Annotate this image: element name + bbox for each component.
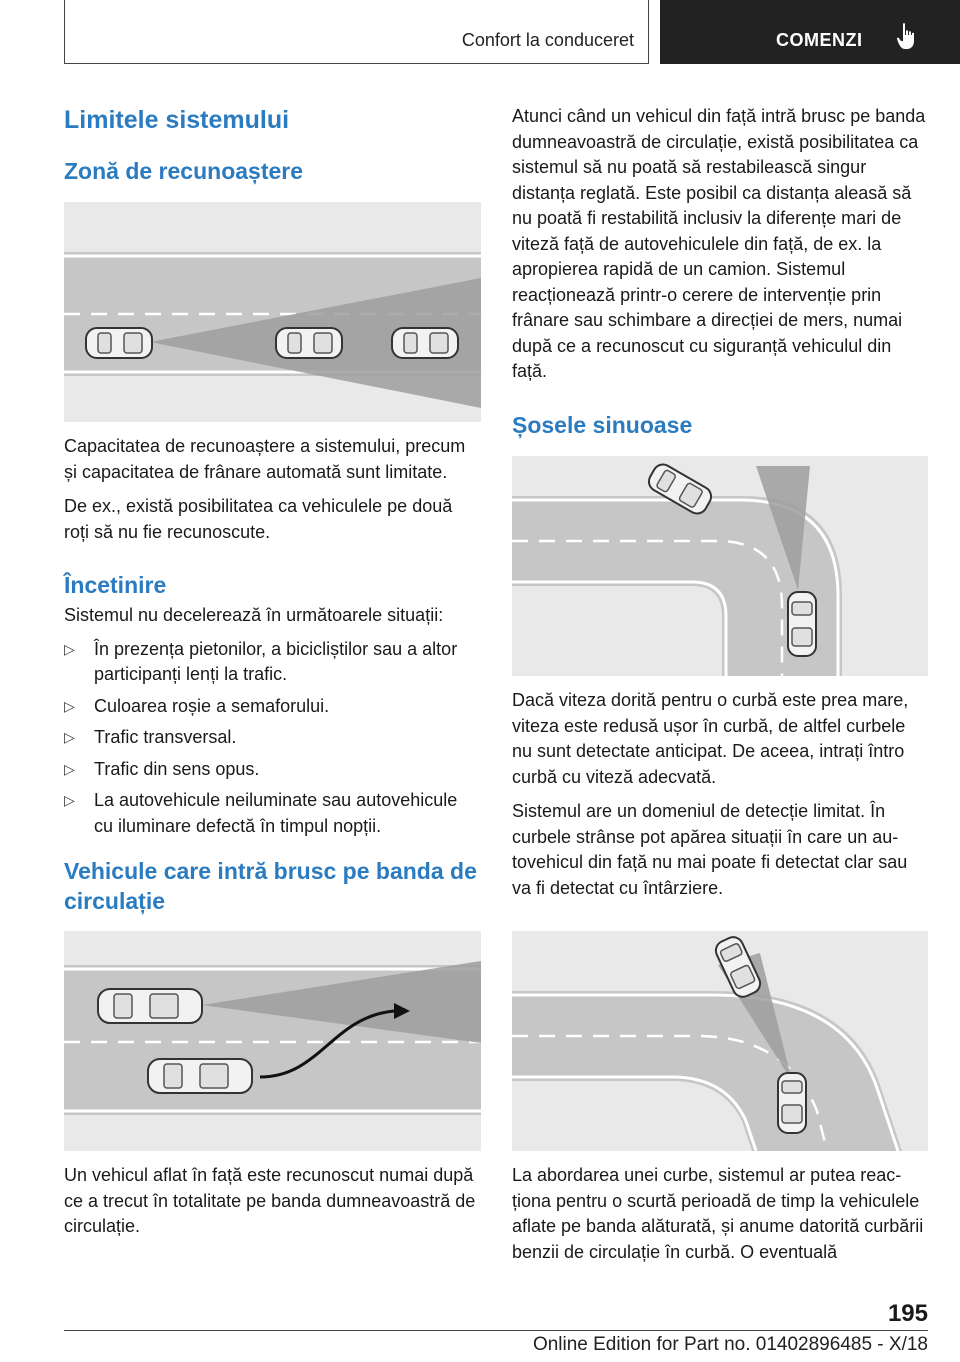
car-icon [392, 328, 458, 358]
triangle-bullet-icon: ▷ [64, 792, 75, 809]
section-title-system-limits: Limitele sistemului [64, 106, 290, 134]
paragraph-curve-speed: Dacă viteza dorită pentru o curbă este prea mare, viteza este redusă ușor în curbă, de altfel curbele nu sunt detectate anticipat. De aceea, intrați întro curbă cu viteză adecvată. [512, 690, 909, 787]
heading-winding-roads: Șosele sinuoase [512, 411, 693, 438]
car-icon [148, 1059, 252, 1093]
car-icon [86, 328, 152, 358]
left-column [64, 96, 481, 1240]
heading-deceleration: Încetinire [64, 572, 167, 599]
list-item: ▷ La autovehicule neiluminate sau autovehicule cu iluminare defectă în timpul nopții. [64, 790, 458, 836]
deceleration-situations-list [64, 637, 481, 840]
header-section-title: Confort la conduceret [461, 30, 634, 50]
paragraph-two-wheelers: De ex., există posibilitatea ca vehiculele pe două roți să nu fie recunoscute. [64, 496, 453, 542]
paragraph-deceleration-intro: Sistemul nu decelerează în următoarele situații: [64, 605, 444, 626]
car-icon [788, 592, 816, 656]
paragraph-detection-range: Sistemul are un domeniul de detecție limitat. În curbele strânse pot apărea situații în care un autovehicul din față nu mai poate fi detectat clar sau va fi detectat cu întârziere. [512, 801, 908, 898]
footer-edition-text: Online Edition for Part no. 01402896485 - X/18 [532, 1334, 928, 1355]
list-item: ▷ Culoarea roșie a semaforului. [64, 694, 481, 720]
list-item: ▷ Trafic transversal. [64, 725, 481, 751]
list-item: ▷ Trafic din sens opus. [64, 757, 481, 783]
header-chapter-tab[interactable] [660, 0, 960, 64]
heading-cut-in-vehicles: Vehicule care intră brusc pe banda de circulație [64, 858, 477, 915]
page-number: 195 [887, 1300, 928, 1327]
triangle-bullet-icon: ▷ [64, 640, 75, 657]
list-item: ▷ În prezența pietonilor, a bicicliștilor sau a altor participanți lenți la trafic. [64, 638, 458, 685]
triangle-bullet-icon: ▷ [64, 697, 75, 714]
figure-entering-curve [512, 931, 928, 1151]
paragraph-entering-curve: La abordarea unei curbe, sistemul ar putea reacționa pentru o scurtă perioadă de timp la vehiculele aflate pe banda alăturată, și anume datorită curbării benzii de circulație în curbă. O eventuală [512, 1165, 924, 1262]
triangle-bullet-icon: ▷ [64, 729, 75, 746]
footer-divider [64, 1330, 928, 1331]
car-icon [778, 1073, 806, 1133]
right-column [512, 104, 928, 1265]
hand-pointer-icon [896, 22, 920, 55]
heading-detection-zone: Zonă de recunoaștere [64, 157, 304, 184]
car-icon [276, 328, 342, 358]
figure-cut-in-vehicle [64, 931, 481, 1151]
car-icon [98, 989, 202, 1023]
paragraph-braking-intervention: Atunci când un vehicul din față intră brusc pe banda dumneavoastră de circulație, există posibilitatea ca sistemul să nu poată să restabilească singur distanța reglată. Este posibil ca distanța aleasă să nu poată fi restabilită inclusiv la diferențe mari de viteză față de autovehiculele din față, de ex. la apropierea rapidă de un camion. Sistemul reacționează printr-o cerere de intervenție prin frânare sau schimbare a direcției de mers, numai după ce a recunoscut cu siguranță vehiculul din față. [512, 106, 926, 381]
header-chapter-title: COMENZI [776, 30, 863, 50]
paragraph-detection-capacity: Capacitatea de recunoaștere a sistemului, precum și capacitatea de frânare automată sunt limitate. [64, 436, 466, 482]
triangle-bullet-icon: ▷ [64, 760, 75, 777]
figure-detection-zone [64, 202, 481, 422]
figure-winding-road [512, 456, 928, 676]
header-section-box [64, 0, 649, 64]
paragraph-cut-in-detection: Un vehicul aflat în față este recunoscut numai după ce a trecut în totalitate pe banda dumneavoastră de circulație. [64, 1165, 476, 1237]
